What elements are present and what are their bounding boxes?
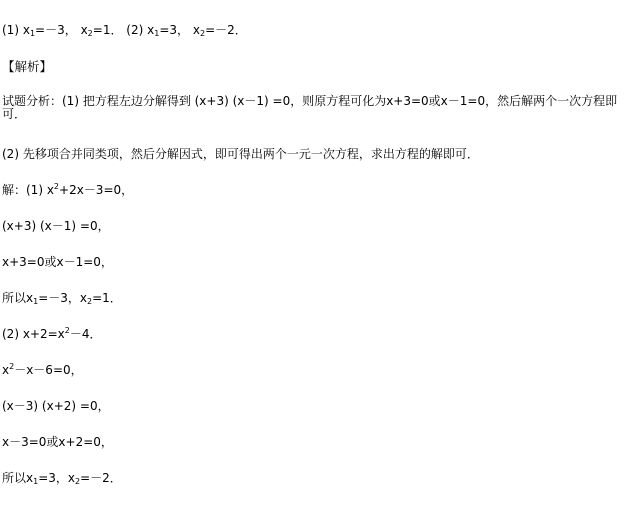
solution-step-6: $x^2-x-6=0$， (2, 362, 83, 377)
solution-step-1: 解：(1) $x^2+2x-3=0$， (2, 182, 134, 197)
solution-step-4: 所以$x_1=-3$，$x_2=1$． (2, 291, 122, 306)
solution-step-2: (x+3) (x－1) =0， (2, 219, 110, 233)
answer-part2-x2: $x_2=-2$． (192, 23, 247, 38)
solution-step-5: (2) $x+2=x^2-4$． (2, 326, 102, 341)
analysis-paragraph-1: 试题分析：(1) 把方程左边分解得到 (x+3) (x－1) =0，则原方程可化为x+3=0或x－1=0，然后解两个一次方程即可． (2, 94, 618, 121)
answer-part1-label: (1) (2, 23, 19, 37)
analysis-heading: 【解析】 (2, 59, 53, 74)
solution-step-8: x－3=0或x+2=0， (2, 435, 113, 449)
answer-part1-x2: $x_2=1$． (80, 23, 123, 38)
solution-step-7: (x－3) (x+2) =0， (2, 399, 110, 413)
solution-step-9: 所以$x_1=3$，$x_2=-2$． (2, 471, 122, 486)
analysis-paragraph-2: (2) 先移项合并同类项，然后分解因式，即可得出两个一元一次方程，求出方程的解即可． (2, 147, 479, 161)
answer-line (2, 22, 247, 38)
solution-step-3: x+3=0或x－1=0， (2, 255, 113, 269)
answer-part2-label: (2) (126, 23, 144, 37)
answer-part2-x1: $x_1=3$， (147, 23, 190, 38)
answer-part1-x1: $x_1=-3$， (22, 23, 77, 38)
